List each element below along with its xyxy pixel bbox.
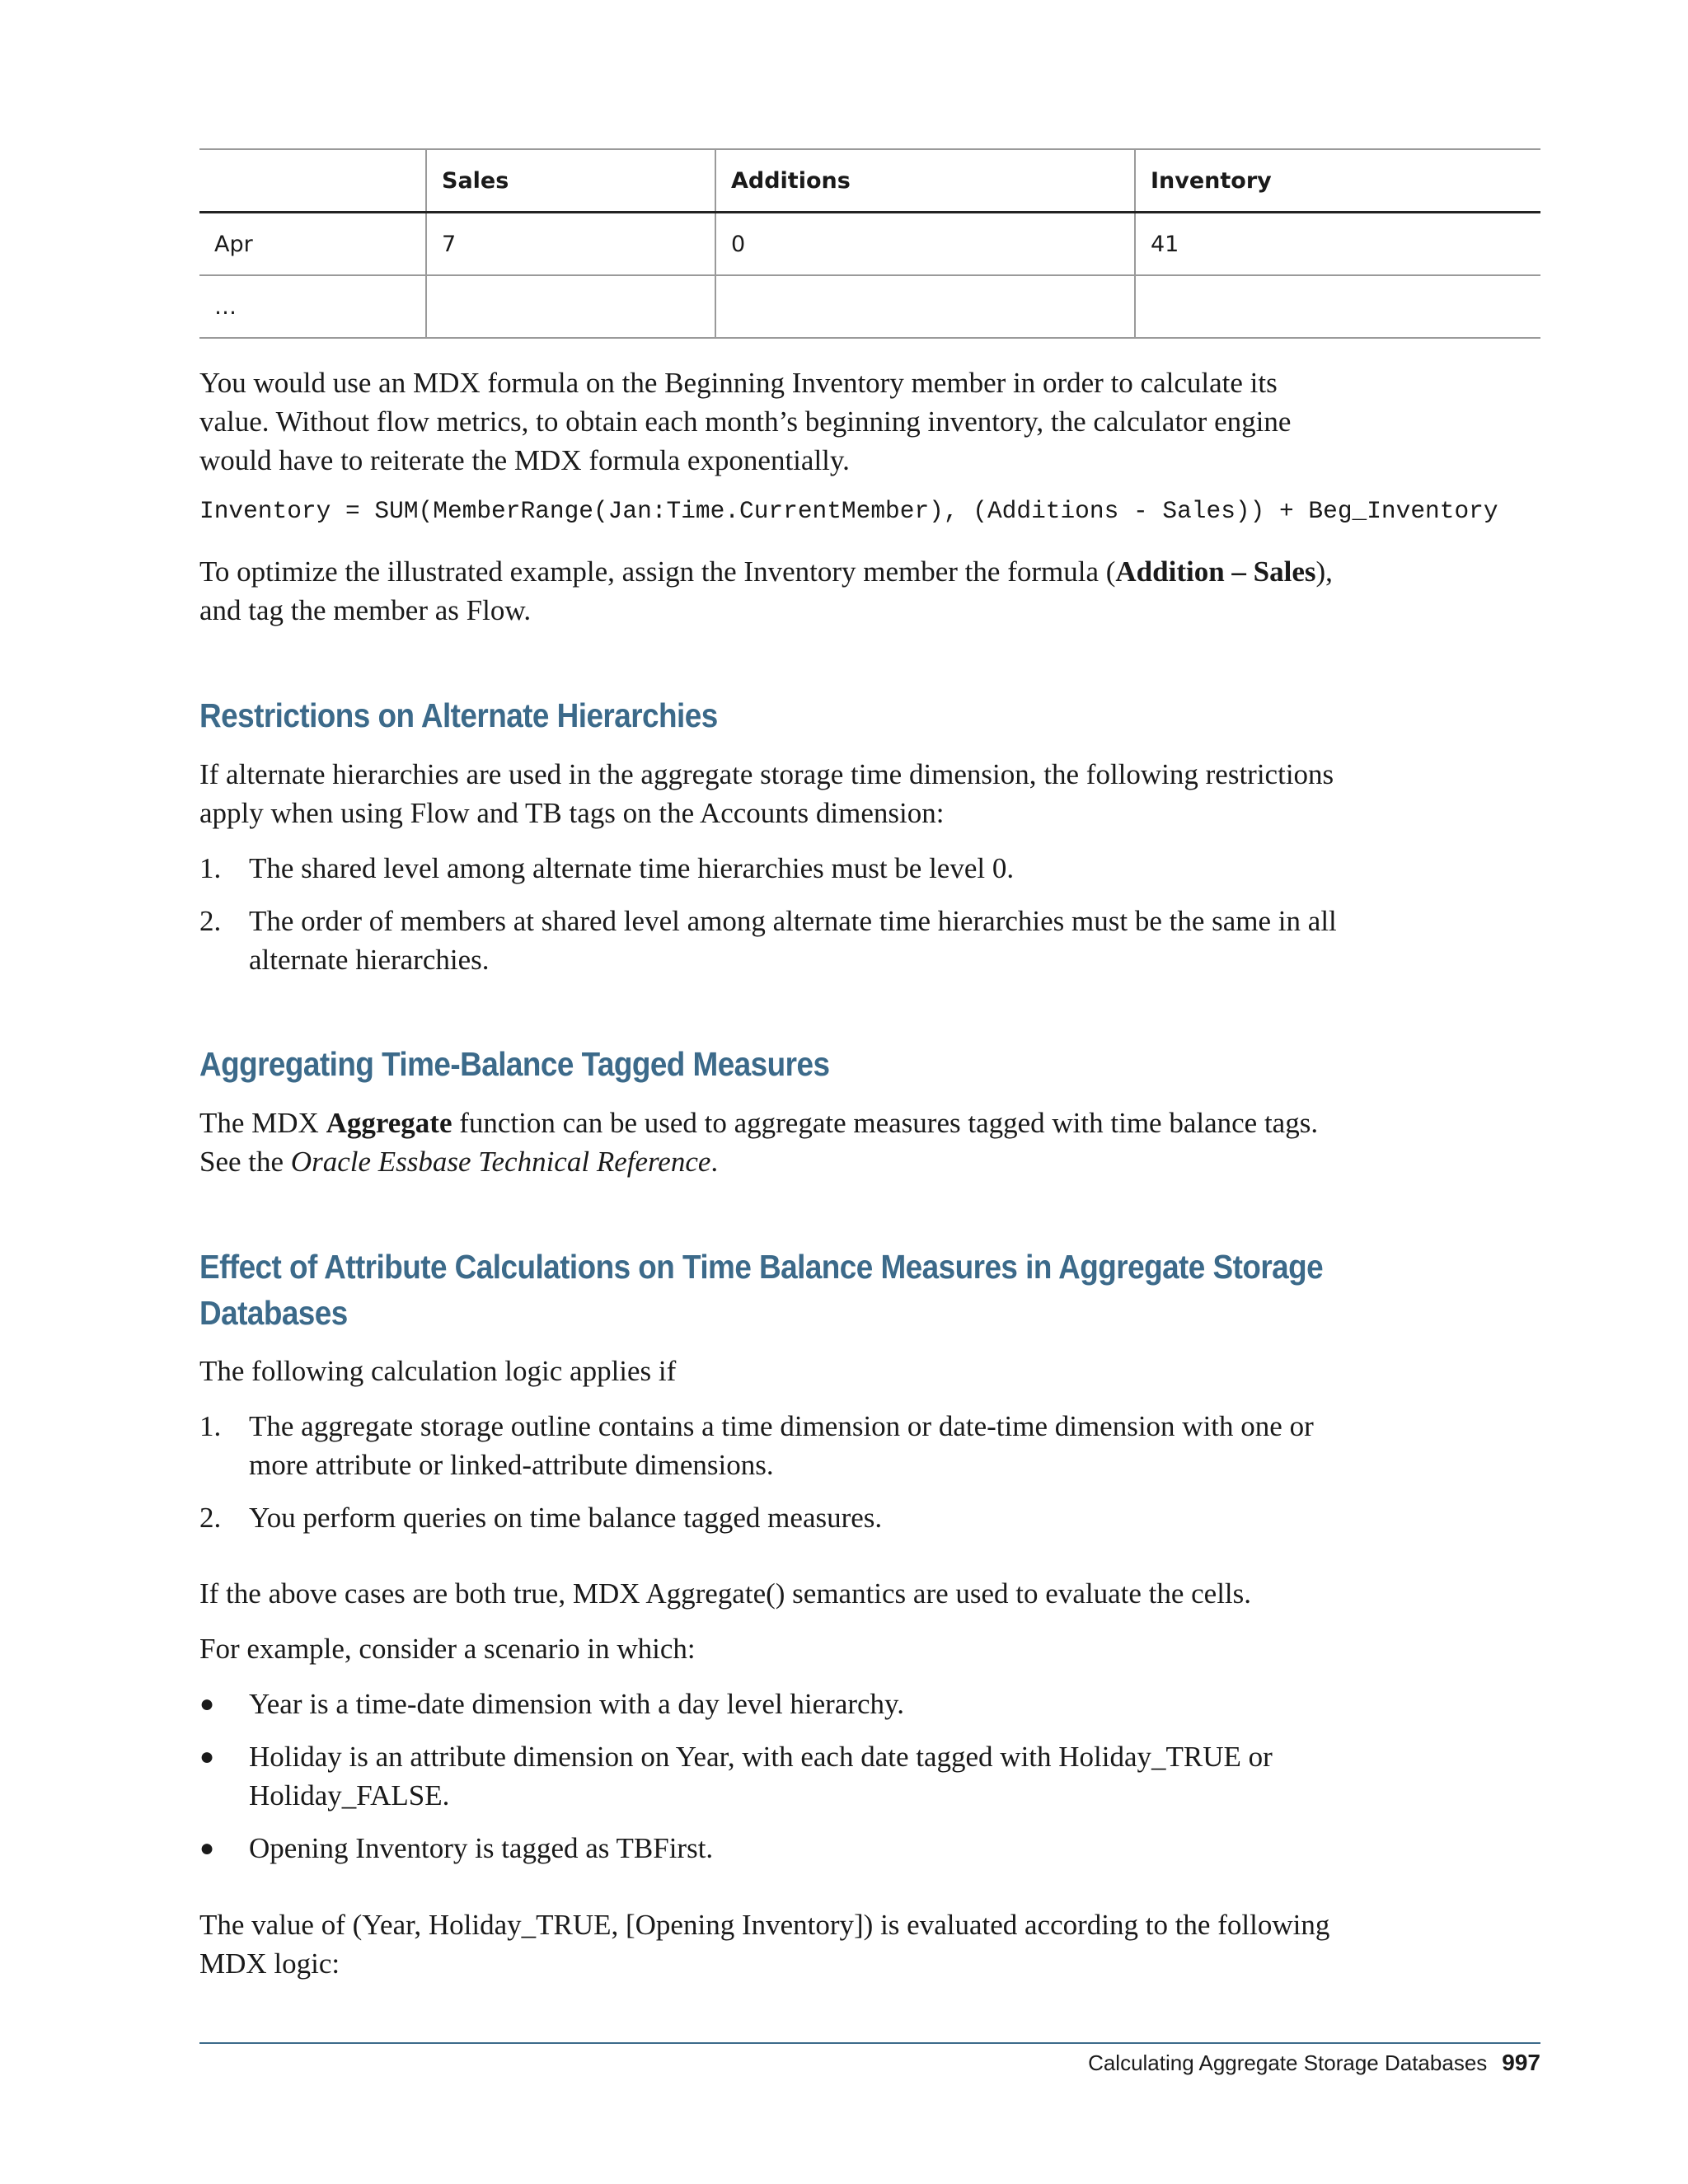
section-heading: Aggregating Time-Balance Tagged Measures [199, 1045, 830, 1083]
list-item-text: Year is a time-date dimension with a day level hierarchy. [249, 1688, 905, 1720]
list-item [199, 1685, 1370, 1723]
list-marker: 1. [199, 852, 222, 884]
table-cell: Apr [199, 213, 426, 276]
table-cell [1135, 275, 1540, 338]
page-footer [1088, 2050, 1540, 2076]
text-span: To optimize the illustrated example, assign the Inventory member the formula ( [199, 555, 1116, 588]
inventory-table [199, 148, 1540, 339]
list-item [199, 1737, 1370, 1815]
list-item-text: You perform queries on time balance tagged measures. [249, 1502, 883, 1534]
bold-text: Addition – Sales [1115, 555, 1316, 588]
paragraph-cases: If the above cases are both true, MDX Aggregate() semantics are used to evaluate the cells. [199, 1577, 1252, 1610]
table-header-cell: Additions [715, 149, 1135, 213]
table-header-cell: Sales [426, 149, 715, 213]
italic-text: Oracle Essbase Technical Reference [290, 1146, 711, 1178]
numbered-list [199, 1407, 1370, 1537]
section-heading: Effect of Attribute Calculations on Time Balance Measures in Aggregate Storage Databases [199, 1248, 1324, 1332]
text-span: function can be used to aggregate measures tagged with time balance tags. See the [199, 1107, 1319, 1178]
list-item [199, 849, 1370, 888]
list-item [199, 902, 1370, 979]
bullet-icon: ● [199, 1743, 215, 1770]
table-cell: … [199, 275, 426, 338]
code-sample: Inventory = SUM(MemberRange(Jan:Time.CurrentMember), (Additions - Sales)) + Beg_Inventory [199, 497, 1498, 525]
bullet-icon: ● [199, 1835, 215, 1862]
table-header-row [199, 149, 1540, 213]
table-cell: 0 [715, 213, 1135, 276]
table-header-cell [199, 149, 426, 213]
bold-text: Aggregate [326, 1107, 452, 1139]
paragraph-intro: The following calculation logic applies if [199, 1355, 677, 1387]
text-span: . [710, 1146, 719, 1178]
section-heading: Restrictions on Alternate Hierarchies [199, 696, 718, 734]
list-item-text: The aggregate storage outline contains a time dimension or date-time dimension with one or more attribute or linked-attribute dimensions. [249, 1410, 1314, 1481]
paragraph-aggregate [199, 1104, 1353, 1181]
list-marker: 1. [199, 1410, 222, 1442]
text-span: ), and tag the member as Flow. [199, 555, 1333, 626]
text-span: The MDX [199, 1107, 326, 1139]
list-item-text: Holiday is an attribute dimension on Year, with each date tagged with Holiday_TRUE or Holiday_FALSE. [249, 1741, 1273, 1811]
list-item [199, 1498, 1370, 1537]
paragraph-optimize [199, 552, 1353, 630]
table-cell: 41 [1135, 213, 1540, 276]
list-marker: 2. [199, 1502, 222, 1534]
table-cell: 7 [426, 213, 715, 276]
table-header-cell: Inventory [1135, 149, 1540, 213]
bullet-icon: ● [199, 1690, 215, 1718]
footer-title: Calculating Aggregate Storage Databases [1088, 2050, 1488, 2075]
table-row [199, 275, 1540, 338]
list-item-text: The shared level among alternate time hierarchies must be level 0. [249, 852, 1015, 884]
footer-rule [199, 2042, 1540, 2044]
table-cell [715, 275, 1135, 338]
numbered-list [199, 849, 1370, 979]
table-cell [426, 275, 715, 338]
paragraph-beginning-inventory: You would use an MDX formula on the Beginning Inventory member in order to calculate its value. Without flow metrics, to obtain each month’s beginning inventory, the calculator engine would have to reiterate the MDX formula exponentially. [199, 367, 1292, 476]
paragraph-example: For example, consider a scenario in which: [199, 1633, 696, 1665]
page-number: 997 [1502, 2050, 1540, 2075]
paragraph-value: The value of (Year, Holiday_TRUE, [Opening Inventory]) is evaluated according to the following MDX logic: [199, 1909, 1330, 1980]
list-marker: 2. [199, 905, 222, 937]
list-item [199, 1407, 1370, 1484]
list-item-text: Opening Inventory is tagged as TBFirst. [249, 1832, 714, 1864]
bullet-list [199, 1685, 1370, 1868]
paragraph-intro: If alternate hierarchies are used in the aggregate storage time dimension, the following restrictions apply when using Flow and TB tags on the Accounts dimension: [199, 758, 1334, 829]
list-item-text: The order of members at shared level among alternate time hierarchies must be the same in all alternate hierarchies. [249, 905, 1337, 976]
table-row [199, 213, 1540, 276]
list-item [199, 1829, 1370, 1868]
